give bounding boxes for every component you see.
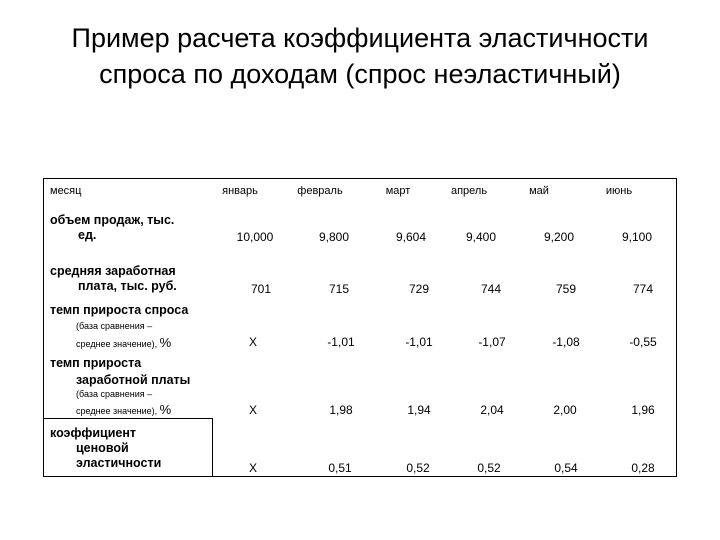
table-cell: 0,52 <box>477 461 501 475</box>
row-label-line: темп прироста <box>50 356 142 370</box>
row-note-salary-growth <box>76 388 171 418</box>
table-cell: 10,000 <box>236 230 274 244</box>
table-cell: 1,96 <box>631 403 655 417</box>
table-cell: 9,200 <box>543 230 575 244</box>
row-label-salary-growth <box>50 356 190 388</box>
header-month: май <box>529 185 549 197</box>
header-month: февраль <box>297 185 343 197</box>
table-cell: 729 <box>408 282 430 296</box>
note-line: (база сравнения – <box>76 389 153 399</box>
title-line-2: спроса по доходам (спрос неэластичный) <box>99 59 621 89</box>
table-cell: 9,400 <box>465 230 497 244</box>
row-label-line: плата, тыс. руб. <box>78 279 177 293</box>
row-label-line: ед. <box>78 228 97 242</box>
table-cell: 744 <box>480 282 502 296</box>
table-cell: 9,800 <box>318 230 350 244</box>
percent-sign: % <box>159 402 172 417</box>
table-cell: 0,28 <box>631 461 655 475</box>
row-label-average-salary <box>50 264 177 294</box>
table-cell: 1,94 <box>407 403 431 417</box>
header-month: январь <box>222 185 258 197</box>
table-cell: X <box>248 461 257 475</box>
row-label-line: заработной платы <box>76 373 191 387</box>
table-cell: -1,08 <box>552 335 580 349</box>
note-line: среднее значение), <box>76 406 158 416</box>
table-cell: 0,52 <box>406 461 430 475</box>
table-cell: X <box>248 403 257 417</box>
row-label-sales-volume <box>50 213 174 243</box>
row-label-demand-growth <box>50 303 188 318</box>
row-label-line: коэффициент <box>50 426 137 440</box>
title-line-1: Пример расчета коэффициента эластичности <box>71 23 649 53</box>
table-cell: 0,51 <box>328 461 352 475</box>
table-cell: 759 <box>555 282 577 296</box>
row-label-line: ценовой <box>76 441 129 455</box>
note-line: среднее значение), <box>76 339 158 349</box>
table-cell: 1,98 <box>329 403 353 417</box>
note-line: (база сравнения – <box>76 321 153 331</box>
percent-sign: % <box>159 335 172 350</box>
header-month: июнь <box>605 185 633 197</box>
table-cell: 2,04 <box>480 403 504 417</box>
table-cell: 774 <box>632 282 654 296</box>
row-label-line: объем продаж, тыс. <box>50 213 175 227</box>
table-cell: -1,07 <box>478 335 506 349</box>
table-cell: -1,01 <box>405 335 433 349</box>
table-cell: 2,00 <box>553 403 577 417</box>
page-title <box>0 20 720 92</box>
header-month: март <box>385 185 411 197</box>
table-cell: 9,604 <box>395 230 427 244</box>
table-cell: 715 <box>328 282 350 296</box>
row-label-line: эластичности <box>76 456 162 470</box>
table-cell: X <box>248 335 257 349</box>
header-month: апрель <box>450 185 488 197</box>
table-divider <box>43 418 213 419</box>
table-cell: -0,55 <box>629 335 657 349</box>
row-note-demand-growth <box>76 320 171 351</box>
table-cell: 9,100 <box>621 230 653 244</box>
header-month-label: месяц <box>50 185 82 197</box>
row-label-elasticity-coefficient <box>50 426 161 471</box>
table-cell: 0,54 <box>554 461 578 475</box>
table-cell: -1,01 <box>327 335 355 349</box>
table-column-divider <box>212 418 213 477</box>
row-label-line: темп прироста спроса <box>50 303 189 317</box>
row-label-line: средняя заработная <box>50 264 176 278</box>
table-cell: 701 <box>250 282 272 296</box>
